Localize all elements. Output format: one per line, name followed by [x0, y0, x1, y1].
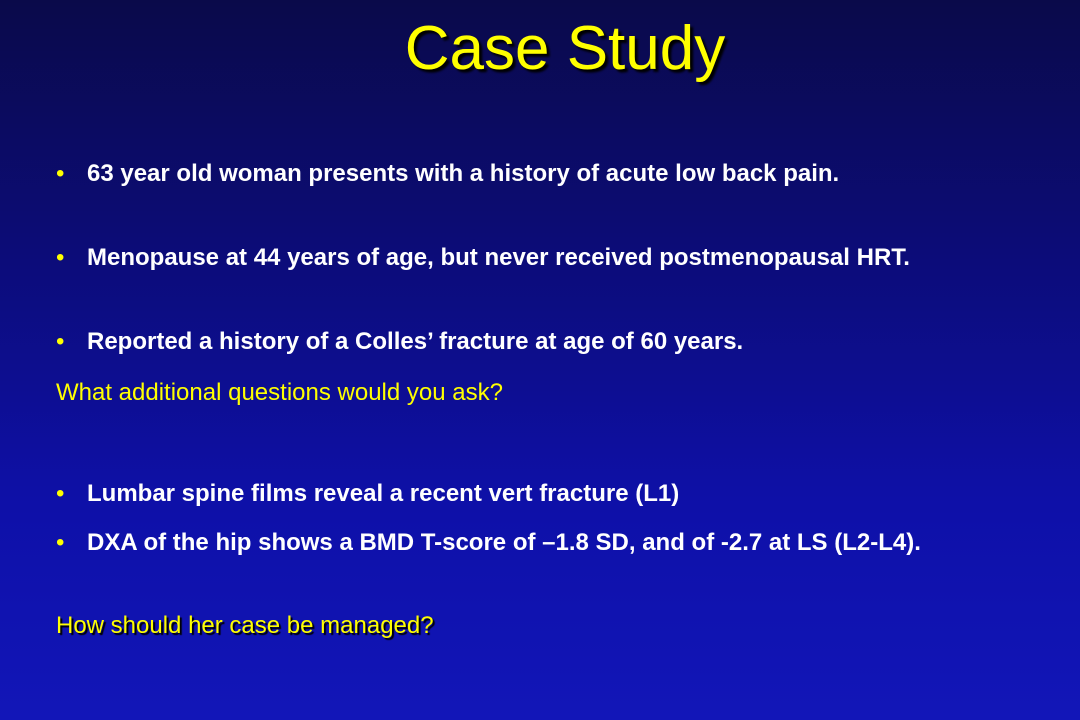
- bullet-dot: •: [56, 328, 65, 355]
- bullet-dot: •: [56, 480, 65, 507]
- slide-title: Case Study: [404, 14, 726, 83]
- bullet-item: [56, 241, 1016, 274]
- bullet-item: [56, 477, 1016, 510]
- bullet-text: Reported a history of a Colles’ fracture at age of 60 years.: [87, 328, 744, 355]
- bullet-text: Menopause at 44 years of age, but never received postmenopausal HRT.: [87, 244, 910, 271]
- bullet-dot: •: [56, 160, 65, 187]
- question-management: How should her case be managed?: [56, 612, 434, 639]
- bullet-text: Lumbar spine films reveal a recent vert fracture (L1): [87, 480, 680, 507]
- question-additional: What additional questions would you ask?: [56, 379, 503, 406]
- bullet-text: DXA of the hip shows a BMD T-score of –1.8 SD, and of -2.7 at LS (L2-L4).: [87, 529, 921, 556]
- bullet-dot: •: [56, 529, 65, 556]
- bullet-dot: •: [56, 244, 65, 271]
- bullet-text: 63 year old woman presents with a history of acute low back pain.: [87, 160, 840, 187]
- bullet-item: [56, 325, 1016, 358]
- bullet-item: [56, 157, 1016, 190]
- bullet-item: [56, 526, 1016, 559]
